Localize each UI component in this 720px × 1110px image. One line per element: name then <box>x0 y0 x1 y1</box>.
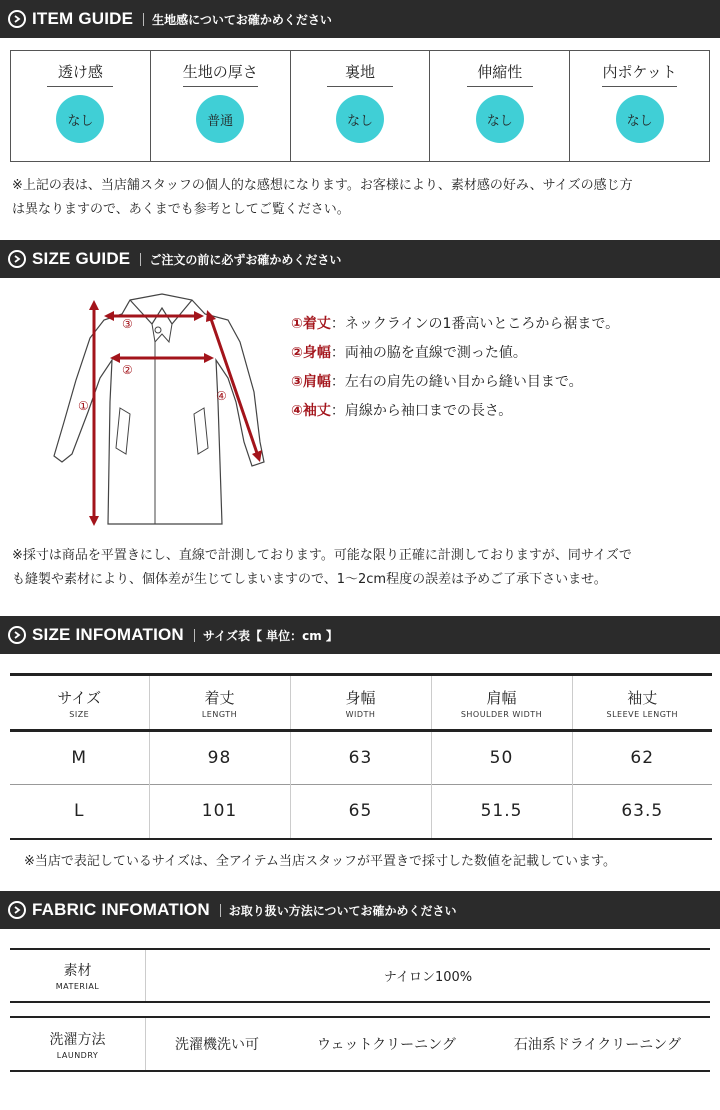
guide-badge: 普通 <box>196 95 244 143</box>
table-cell: 50 <box>431 731 572 785</box>
section-subtitle: 生地感についてお確かめください <box>152 12 332 27</box>
guide-label: 伸縮性 <box>467 61 533 87</box>
chevron-right-icon <box>8 901 26 919</box>
note-line: も縫製や素材により、個体差が生じてしまいますので、1〜2cm程度の誤差は予めご了承下さいませ。 <box>12 572 607 587</box>
chevron-right-icon <box>8 626 26 644</box>
section-title: SIZE INFOMATION <box>32 625 184 644</box>
table-row <box>10 785 712 839</box>
table-row <box>10 731 712 785</box>
definition-width: ②身幅：両袖の脇を直線で測った値。 <box>291 345 527 361</box>
item-guide-table <box>10 50 710 162</box>
material-label: 素材 MATERIAL <box>10 950 146 1001</box>
fabric-laundry-row <box>10 1016 710 1072</box>
fabric-info-header <box>0 891 720 929</box>
size-table <box>10 673 712 840</box>
section-subtitle: お取り扱い方法についてお確かめください <box>228 903 457 918</box>
coat-diagram-icon <box>40 282 280 532</box>
column-header-sleeve: 袖丈 SLEEVE LENGTH <box>606 688 679 719</box>
note-line: ※採寸は商品を平置きにし、直線で計測しております。可能な限り正確に計測しておりますが、同サイズで <box>12 548 632 563</box>
table-cell: L <box>10 785 149 839</box>
size-guide-header <box>0 240 720 278</box>
marker-1: ① <box>78 399 89 413</box>
item-guide-note <box>12 174 712 222</box>
guide-label: 生地の厚さ <box>183 61 258 87</box>
size-guide-note <box>12 544 712 592</box>
table-header-row <box>10 675 712 731</box>
column-header-width: 身幅 WIDTH <box>290 675 431 731</box>
guide-badge: なし <box>336 95 384 143</box>
column-header-shoulder: 肩幅 SHOULDER WIDTH <box>431 675 572 731</box>
material-value: ナイロン100% <box>383 970 473 985</box>
note-line: は異なりますので、あくまでも参考としてご覧ください。 <box>12 202 350 217</box>
table-cell: M <box>10 731 149 785</box>
laundry-label: 洗濯方法 LAUNDRY <box>10 1018 146 1070</box>
divider <box>143 13 144 26</box>
divider <box>194 629 195 642</box>
laundry-values <box>146 1018 710 1070</box>
marker-4: ④ <box>216 389 227 403</box>
section-subtitle: ご注文の前に必ずお確かめください <box>149 252 342 267</box>
section-title: ITEM GUIDE <box>32 9 134 28</box>
divider <box>220 904 221 917</box>
table-cell: 63 <box>290 731 431 785</box>
guide-label: 裏地 <box>327 61 393 87</box>
table-cell: 101 <box>149 785 290 839</box>
chevron-right-icon <box>8 10 26 28</box>
definition-length: ①着丈：ネックラインの1番高いところから裾まで。 <box>291 316 620 332</box>
guide-cell-lining <box>291 51 431 161</box>
guide-label: 透け感 <box>47 61 113 87</box>
laundry-machine-wash: 洗濯機洗い可 <box>175 1037 259 1053</box>
guide-badge: なし <box>56 95 104 143</box>
measurement-definitions <box>291 310 619 426</box>
note-line: ※上記の表は、当店舗スタッフの個人的な感想になります。お客様により、素材感の好み、サイズの感じ方 <box>12 178 633 193</box>
size-info-header <box>0 616 720 654</box>
column-header-size: サイズ SIZE <box>10 675 149 731</box>
item-guide-header <box>0 0 720 38</box>
guide-cell-stretch <box>430 51 570 161</box>
fabric-material-row <box>10 948 710 1003</box>
guide-cell-thickness <box>151 51 291 161</box>
definition-shoulder: ③肩幅：左右の肩先の縫い目から縫い目まで。 <box>291 374 583 390</box>
marker-3: ③ <box>122 317 133 331</box>
section-title: FABRIC INFOMATION <box>32 900 210 919</box>
table-cell: 63.5 <box>621 801 664 822</box>
divider <box>140 253 141 266</box>
chevron-right-icon <box>8 250 26 268</box>
guide-badge: なし <box>476 95 524 143</box>
table-cell: 98 <box>149 731 290 785</box>
guide-label: 内ポケット <box>602 61 676 87</box>
marker-2: ② <box>122 363 133 377</box>
definition-sleeve: ④袖丈：肩線から袖口までの長さ。 <box>291 403 513 419</box>
laundry-dry-cleaning: 石油系ドライクリーニング <box>513 1037 681 1053</box>
section-title: SIZE GUIDE <box>32 249 131 268</box>
laundry-wet-cleaning: ウェットクリーニング <box>317 1037 456 1053</box>
guide-cell-sheerness <box>11 51 151 161</box>
table-cell: 65 <box>290 785 431 839</box>
table-cell: 51.5 <box>431 785 572 839</box>
column-header-length: 着丈 LENGTH <box>149 675 290 731</box>
section-subtitle: サイズ表【 単位：cm 】 <box>202 628 338 643</box>
table-cell: 62 <box>630 748 655 768</box>
size-info-note: ※当店で表記しているサイズは、全アイテム当店スタッフが平置きで採寸した数値を記載しています。 <box>24 854 616 869</box>
guide-badge: なし <box>616 95 664 143</box>
guide-cell-inner-pocket <box>570 51 709 161</box>
